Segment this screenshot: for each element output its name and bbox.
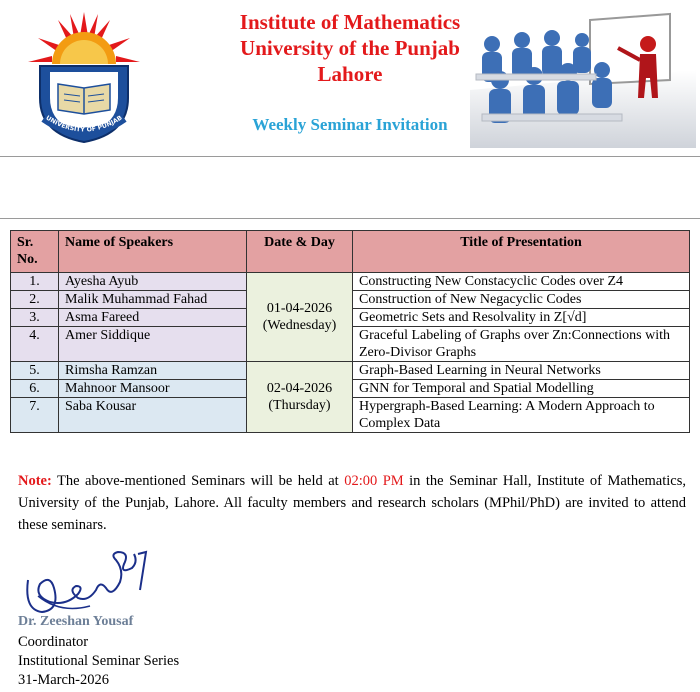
table-row bbox=[11, 273, 690, 291]
note-time: 02:00 PM bbox=[344, 473, 404, 489]
row-speaker: Mahnoor Mansoor bbox=[59, 380, 247, 398]
row-title: Graph-Based Learning in Neural Networks bbox=[353, 362, 690, 380]
classroom-presentation-icon bbox=[470, 10, 696, 148]
university-logo bbox=[22, 6, 146, 146]
section-divider bbox=[0, 218, 700, 219]
row-sr: 1. bbox=[11, 273, 59, 291]
row-speaker: Rimsha Ramzan bbox=[59, 362, 247, 380]
signature-icon bbox=[20, 540, 160, 620]
row-title: Constructing New Constacyclic Codes over Z4 bbox=[353, 273, 690, 291]
institute-line-3: Lahore bbox=[317, 62, 383, 86]
date-day-cell bbox=[247, 273, 353, 362]
seminar-note bbox=[18, 470, 686, 536]
row-title: Graceful Labeling of Graphs over Zn:Connections with Zero-Divisor Graphs bbox=[353, 327, 690, 362]
issue-date: 31-March-2026 bbox=[18, 672, 110, 688]
logo-ribbon-text: UNIVERSITY OF PUNJAB bbox=[44, 114, 124, 134]
header-sr-no: Sr. No. bbox=[11, 231, 59, 273]
seminar-schedule-table bbox=[10, 230, 690, 433]
row-speaker: Saba Kousar bbox=[59, 398, 247, 433]
row-sr: 7. bbox=[11, 398, 59, 433]
row-title: Hypergraph-Based Learning: A Modern Approach to Complex Data bbox=[353, 398, 690, 433]
table-row bbox=[11, 362, 690, 380]
row-sr: 3. bbox=[11, 309, 59, 327]
classroom-clipart bbox=[470, 10, 696, 148]
day-value: (Thursday) bbox=[268, 398, 331, 413]
row-speaker: Malik Muhammad Fahad bbox=[59, 291, 247, 309]
table-header-row bbox=[11, 231, 690, 273]
day-value: (Wednesday) bbox=[262, 318, 337, 333]
institute-line-2: University of the Punjab bbox=[240, 36, 460, 60]
row-title: Construction of New Negacyclic Codes bbox=[353, 291, 690, 309]
row-sr: 5. bbox=[11, 362, 59, 380]
row-title: GNN for Temporal and Spatial Modelling bbox=[353, 380, 690, 398]
signatory-role: Coordinator bbox=[18, 634, 89, 650]
row-speaker: Amer Siddique bbox=[59, 327, 247, 362]
header-speaker-name: Name of Speakers bbox=[59, 231, 247, 273]
date-day-cell bbox=[247, 362, 353, 433]
institute-line-1: Institute of Mathematics bbox=[239, 10, 461, 34]
date-value: 01-04-2026 bbox=[266, 301, 333, 316]
page-subtitle: Weekly Seminar Invitation bbox=[252, 115, 448, 134]
row-sr: 6. bbox=[11, 380, 59, 398]
note-text-before: The above-mentioned Seminars will be held at bbox=[51, 473, 345, 489]
seminar-series: Institutional Seminar Series bbox=[18, 653, 180, 669]
row-speaker: Asma Fareed bbox=[59, 309, 247, 327]
handwritten-signature bbox=[20, 540, 160, 620]
university-crest-icon bbox=[22, 6, 146, 146]
note-label: Note: bbox=[18, 473, 52, 489]
header-title: Title of Presentation bbox=[353, 231, 690, 273]
header-divider bbox=[0, 156, 700, 157]
date-value: 02-04-2026 bbox=[266, 381, 333, 396]
row-sr: 2. bbox=[11, 291, 59, 309]
row-speaker: Ayesha Ayub bbox=[59, 273, 247, 291]
signatory-name: Dr. Zeeshan Yousaf bbox=[18, 614, 134, 629]
header-date-day: Date & Day bbox=[247, 231, 353, 273]
row-sr: 4. bbox=[11, 327, 59, 362]
row-title: Geometric Sets and Resolvality in Z[√d] bbox=[353, 309, 690, 327]
note-text-after: in the Seminar Hall, Institute of Mathematics, University of the Punjab, Lahore. All faculty members and research scholars (MPhil/PhD) are invited to attend these seminars. bbox=[18, 473, 686, 533]
